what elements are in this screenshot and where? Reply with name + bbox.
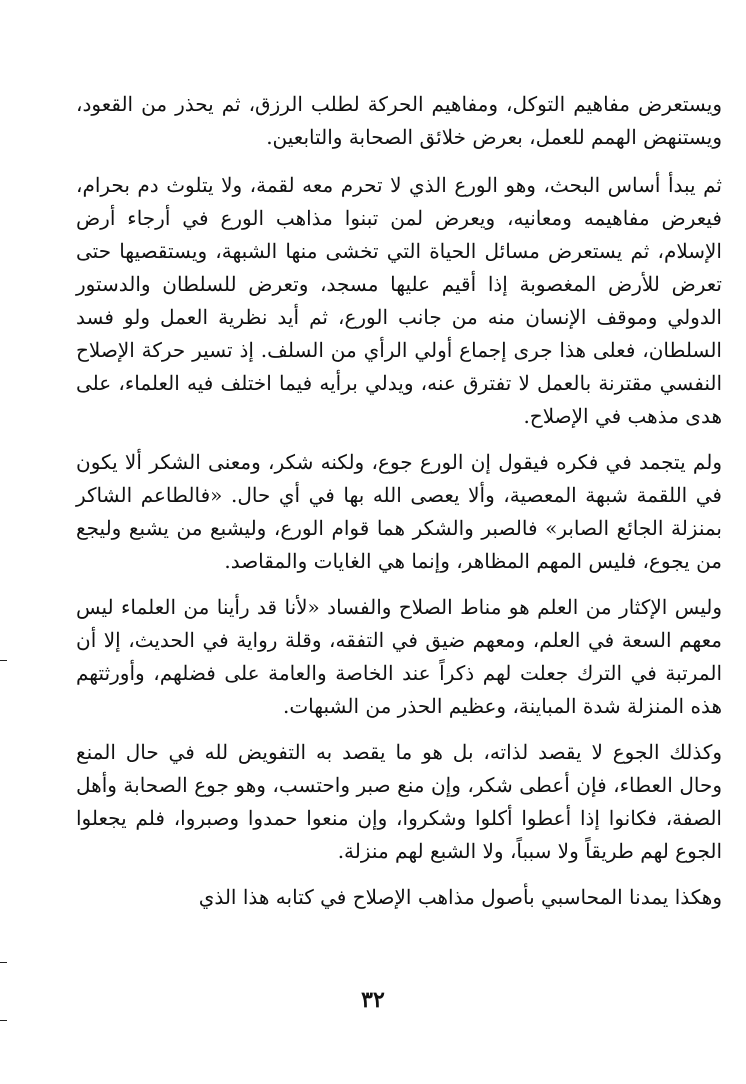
page-number: ٣٢: [361, 987, 385, 1013]
paragraph-1: ويستعرض مفاهيم التوكل، ومفاهيم الحركة لطلب الرزق، ثم يحذر من القعود، ويستنهض الهمم للعمل، بعرض خلائق الصحابة والتابعين.: [76, 92, 722, 149]
page-body: [76, 88, 722, 927]
paragraph-3: ولم يتجمد في فكره فيقول إن الورع جوع، ولكنه شكر، ومعنى الشكر ألا يكون في اللقمة شبهة المعصية، وألا يعصى الله بها في أي حال. «فالطاعم الشاكر بمنزلة الجائع الصابر» فالصبر والشكر هما قوام الورع، وليشبع من يشبع وليجع من يجوع، فليس المهم المظاهر، وإنما هي الغايات والمقاصد.: [76, 450, 722, 573]
paragraph-5: وكذلك الجوع لا يقصد لذاته، بل هو ما يقصد به التفويض لله في حال المنع وحال العطاء، فإن أعطى شكر، وإن منع صبر واحتسب، وهو جوع الصحابة وأهل الصفة، فكانوا إذا أعطوا أكلوا وشكروا، وإن منعوا حمدوا وصبروا، فلم يجعلوا الجوع لهم طريقاً ولا سبباً، ولا الشبع لهم منزلة.: [76, 740, 722, 863]
paragraph-4: وليس الإكثار من العلم هو مناط الصلاح والفساد «لأنا قد رأينا من العلماء ليس معهم السعة في العلم، ومعهم ضيق في التفقه، وقلة رواية في الحديث، إلا أن المرتبة في الترك جعلت لهم ذكراً عند الخاصة والعامة على فضلهم، وأورثتهم هذه المنزلة شدة المباينة، وعظيم الحذر من الشبهات.: [76, 595, 722, 718]
margin-mark: [0, 660, 7, 661]
margin-mark: [0, 1020, 7, 1021]
paragraph-2: ثم يبدأ أساس البحث، وهو الورع الذي لا تحرم معه لقمة، ولا يتلوث دم بحرام، فيعرض مفاهيمه ومعانيه، ويعرض لمن تبنوا مذاهب الورع في أرجاء أرض الإسلام، ثم يستعرض مسائل الحياة التي تخشى منها الشبهة، ويستقصيها حتى تعرض للأرض المغصوبة إذا أقيم عليها مسجد، وتعرض للسلطان والدستور الدولي وموقف الإنسان منه من جانب الورع، ثم أيد نظرية العمل ولو فسد السلطان، فعلى هذا جرى إجماع أولي الرأي من السلف. إذ تسير حركة الإصلاح النفسي مقترنة بالعمل لا تفترق عنه، ويدلي برأيه فيما اختلف فيه العلماء، على هدى مذهب في الإصلاح.: [76, 173, 722, 428]
paragraph-6: وهكذا يمدنا المحاسبي بأصول مذاهب الإصلاح في كتابه هذا الذي: [198, 885, 722, 909]
margin-mark: [0, 962, 7, 963]
